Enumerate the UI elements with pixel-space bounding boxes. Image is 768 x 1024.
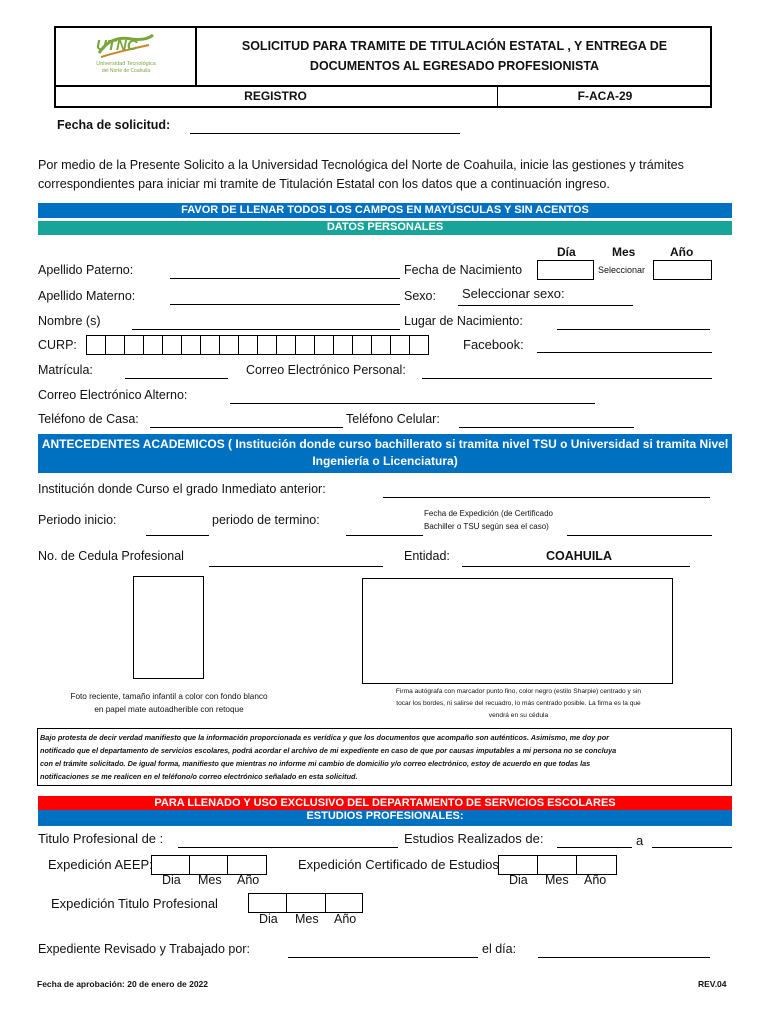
aeep-anio-label: Año — [237, 873, 260, 887]
apellido-paterno-label: Apellido Paterno: — [38, 263, 134, 277]
periodo-inicio-label: Periodo inicio: — [38, 513, 117, 527]
signature-caption-line3: vendrá en su cédula — [488, 712, 549, 719]
titulo-anio-label: Año — [334, 912, 357, 926]
sexo-field-line — [458, 305, 633, 306]
dia-header: Día — [557, 245, 576, 259]
signature-caption-line2: tocar los bordes, ni salirse del recuadro, lo más centrado posible. La firma es la que — [396, 700, 641, 707]
estudios-hasta-field[interactable] — [652, 847, 732, 848]
curp-label: CURP: — [38, 338, 77, 352]
intro-line-1: Por medio de la Presente Solicito a la Universidad Tecnológica del Norte de Coahuila, inicie las gestiones y trámites — [38, 158, 684, 172]
aeep-dia-label: Dia — [162, 873, 181, 887]
titulo-anio-box[interactable] — [325, 893, 363, 913]
signature-caption-line1: Firma autógrafa con marcador punto fino, color negro (estilo Sharpie) centrado y sin — [395, 688, 642, 695]
facebook-label: Facebook: — [463, 337, 524, 352]
fecha-solicitud-field[interactable] — [190, 133, 460, 134]
titulo-field[interactable] — [178, 847, 398, 848]
band-estudios: ESTUDIOS PROFESIONALES: — [38, 810, 732, 826]
titulo-mes-label: Mes — [295, 912, 319, 926]
sexo-label: Sexo: — [404, 289, 436, 303]
telefono-casa-field[interactable] — [150, 427, 343, 428]
registro-label: REGISTRO — [244, 89, 307, 103]
nombre-field[interactable] — [132, 329, 400, 330]
estudios-desde-field[interactable] — [557, 847, 632, 848]
band-exclusivo: PARA LLENADO Y USO EXCLUSIVO DEL DEPARTAMENTO DE SERVICIOS ESCOLARES — [38, 796, 732, 810]
band-datos-personales: DATOS PERSONALES — [38, 221, 732, 235]
apellido-materno-field[interactable] — [170, 304, 400, 305]
correo-personal-field[interactable] — [422, 378, 712, 379]
protesta-box — [37, 728, 732, 786]
titulo-dia-box[interactable] — [248, 893, 287, 913]
photo-caption-line2: en papel mate autoadherible con retoque — [94, 705, 244, 714]
fecha-expedicion-label-1: Fecha de Expedición (de Certificado — [424, 509, 553, 518]
expediente-label: Expediente Revisado y Trabajado por: — [38, 942, 250, 956]
titulo-label: Titulo Profesional de : — [38, 831, 164, 846]
protesta-line4: notificaciones se me realicen en el teléfono/o correo electrónico señalado en esta solicitud. — [40, 772, 358, 781]
protesta-line2: notificado que el departamento de servicios escolares, podrá acordar el archivo de mi expediente en caso de que por causas imputables a mi persona no se concluya — [40, 746, 617, 755]
band-mayusculas: FAVOR DE LLENAR TODOS LOS CAMPOS EN MAYÚSCULAS Y SIN ACENTOS — [38, 203, 732, 218]
fecha-expedicion-field[interactable] — [567, 535, 712, 536]
matricula-label: Matrícula: — [38, 363, 93, 377]
telefono-celular-field[interactable] — [459, 427, 634, 428]
matricula-field[interactable] — [125, 378, 228, 379]
cert-anio-label: Año — [584, 873, 607, 887]
cert-mes-label: Mes — [545, 873, 569, 887]
institucion-label: Institución donde Curso el grado Inmediato anterior: — [38, 482, 326, 496]
correo-personal-label: Correo Electrónico Personal: — [246, 363, 406, 377]
expedicion-aeep-label: Expedición AEEP: — [48, 857, 153, 872]
cedula-field[interactable] — [209, 566, 383, 567]
logo-text: UTNC — [96, 37, 138, 54]
header-divider-h — [54, 85, 712, 87]
cert-dia-label: Dia — [509, 873, 528, 887]
photo-box[interactable] — [133, 576, 204, 679]
expedicion-titulo-label: Expedición Titulo Profesional — [51, 896, 218, 911]
revision: REV.04 — [698, 979, 727, 989]
cert-mes-box[interactable] — [537, 855, 577, 875]
el-dia-field[interactable] — [538, 957, 710, 958]
entidad-label: Entidad: — [404, 549, 450, 563]
lugar-nacimiento-label: Lugar de Nacimiento: — [404, 314, 523, 328]
mes-header: Mes — [612, 245, 636, 259]
aeep-mes-box[interactable] — [189, 855, 228, 875]
photo-caption-line1: Foto reciente, tamaño infantil a color con fondo blanco — [70, 692, 268, 701]
facebook-field[interactable] — [537, 352, 712, 353]
curp-boxes[interactable] — [87, 335, 429, 355]
anio-header: Año — [670, 245, 694, 259]
lugar-nacimiento-field[interactable] — [557, 329, 710, 330]
intro-line-2: correspondientes para iniciar mi tramite de Titulación Estatal con los datos que a continuación ingreso. — [38, 177, 610, 191]
expediente-field[interactable] — [288, 957, 478, 958]
signature-caption — [352, 686, 685, 722]
fecha-nacimiento-label: Fecha de Nacimiento — [404, 263, 523, 277]
form-code: F-ACA-29 — [577, 89, 633, 103]
periodo-inicio-field[interactable] — [146, 535, 209, 536]
nombre-label: Nombre (s) — [38, 314, 101, 328]
el-dia-label: el día: — [482, 942, 517, 956]
utnc-logo — [70, 31, 182, 83]
telefono-casa-label: Teléfono de Casa: — [38, 412, 139, 426]
band-antecedentes-line1: ANTECEDENTES ACADEMICOS ( Institución donde curso bachillerato si tramita nivel TSU o Universidad si tramita Nivel — [41, 437, 729, 451]
apellido-paterno-field[interactable] — [170, 278, 400, 279]
aeep-dia-box[interactable] — [151, 855, 190, 875]
aeep-anio-box[interactable] — [227, 855, 267, 875]
band-antecedentes-line2: Ingeniería o Licenciatura) — [312, 454, 458, 468]
fecha-expedicion-label-2: Bachiller o TSU según sea el caso) — [424, 522, 549, 531]
a-label: a — [636, 833, 644, 848]
fecha-solicitud-label: Fecha de solicitud: — [57, 118, 171, 132]
correo-alterno-label: Correo Electrónico Alterno: — [38, 388, 188, 402]
logo-sub1: Universidad Tecnológica — [96, 61, 156, 67]
form-title-line2: DOCUMENTOS AL EGRESADO PROFESIONISTA — [309, 59, 600, 73]
entidad-field-line — [462, 566, 690, 567]
cert-anio-box[interactable] — [576, 855, 617, 875]
periodo-termino-field[interactable] — [346, 535, 423, 536]
correo-alterno-field[interactable] — [230, 403, 595, 404]
expedicion-certificado-label: Expedición Certificado de Estudios — [298, 857, 499, 872]
logo-sub2: del Norte de Coahuila — [101, 68, 151, 74]
estudios-realizados-label: Estudios Realizados de: — [404, 831, 544, 846]
institucion-field[interactable] — [383, 497, 710, 498]
cert-dia-box[interactable] — [498, 855, 538, 875]
protesta-line3: con el trámite solicitado. De igual forma, manifiesto que mientras no informe mi cambio de domicilio y/o correo electrónico, estoy de acuerdo en que todas las — [40, 759, 591, 768]
aeep-mes-label: Mes — [198, 873, 222, 887]
cedula-label: No. de Cedula Profesional — [38, 549, 184, 563]
form-title — [197, 36, 712, 76]
fecha-aprobacion: Fecha de aprobación: 20 de enero de 2022 — [37, 979, 209, 989]
band-antecedentes — [38, 434, 732, 473]
protesta-line1: Bajo protesta de decir verdad manifiesto que la información proporcionada es verídica y que los documentos que acompaño son auténticos. Asimismo, me doy por — [40, 733, 610, 742]
periodo-termino-label: periodo de termino: — [212, 513, 320, 527]
telefono-celular-label: Teléfono Celular: — [346, 412, 440, 426]
mes-nacimiento-select[interactable]: Seleccionar — [598, 265, 646, 275]
signature-box[interactable] — [362, 578, 673, 684]
photo-caption — [38, 690, 300, 716]
anio-nacimiento-box[interactable] — [653, 260, 712, 280]
entidad-value[interactable]: COAHUILA — [546, 549, 612, 563]
titulo-mes-box[interactable] — [286, 893, 326, 913]
form-title-line1: SOLICITUD PARA TRAMITE DE TITULACIÓN ESTATAL , Y ENTREGA DE — [241, 39, 668, 53]
apellido-materno-label: Apellido Materno: — [38, 289, 136, 303]
sexo-select[interactable]: Seleccionar sexo: — [462, 286, 565, 301]
dia-nacimiento-box[interactable] — [537, 260, 594, 280]
titulo-dia-label: Dia — [259, 912, 278, 926]
